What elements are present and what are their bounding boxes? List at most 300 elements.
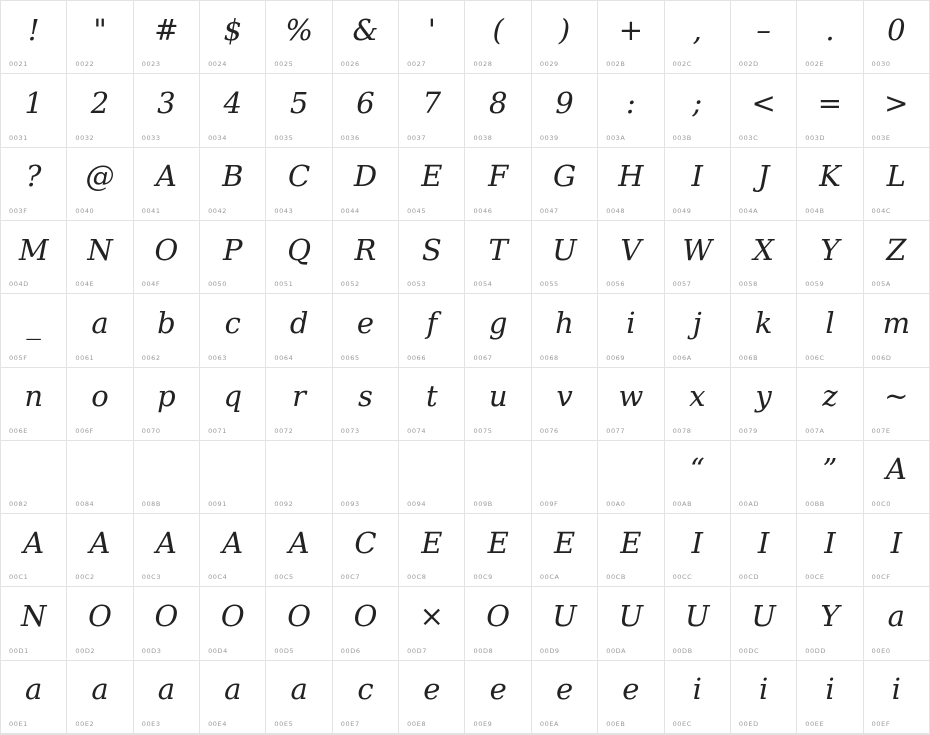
glyph-cell[interactable] xyxy=(1,587,67,660)
glyph-cell[interactable] xyxy=(598,1,664,74)
glyph-codepoint: 00E1 xyxy=(9,720,28,728)
glyph-preview: e xyxy=(489,672,507,707)
glyph-cell[interactable] xyxy=(134,441,200,514)
glyph-cell[interactable] xyxy=(333,514,399,587)
glyph-cell[interactable] xyxy=(731,294,797,367)
glyph-cell[interactable] xyxy=(532,661,598,734)
glyph-preview: J xyxy=(757,159,770,194)
glyph-cell[interactable] xyxy=(1,368,67,441)
glyph-codepoint: 0075 xyxy=(473,426,493,435)
glyph-codepoint: 006D xyxy=(871,353,892,362)
glyph-codepoint: 0062 xyxy=(141,353,161,362)
glyph-cell[interactable] xyxy=(465,221,531,294)
glyph-preview: 8 xyxy=(488,85,508,120)
glyph-preview: g xyxy=(488,305,508,340)
glyph-cell[interactable] xyxy=(864,221,930,294)
glyph-codepoint: 003E xyxy=(871,133,891,142)
glyph-cell[interactable] xyxy=(134,368,200,441)
glyph-cell[interactable] xyxy=(598,148,664,221)
glyph-codepoint: 0052 xyxy=(340,280,360,289)
glyph-cell[interactable] xyxy=(665,221,731,294)
glyph-cell[interactable] xyxy=(134,587,200,660)
glyph-cell[interactable] xyxy=(200,1,266,74)
glyph-preview: I xyxy=(691,159,703,194)
glyph-cell[interactable] xyxy=(465,148,531,221)
glyph-preview: 1 xyxy=(24,85,43,120)
glyph-codepoint: 0033 xyxy=(141,133,161,142)
glyph-codepoint: 0043 xyxy=(274,206,294,215)
glyph-preview: + xyxy=(618,12,644,47)
glyph-cell[interactable] xyxy=(1,221,67,294)
glyph-cell[interactable] xyxy=(797,221,863,294)
glyph-codepoint: 004A xyxy=(738,206,759,215)
glyph-cell[interactable] xyxy=(797,514,863,587)
glyph-codepoint: 0068 xyxy=(539,353,559,362)
glyph-preview: C xyxy=(354,525,377,560)
glyph-preview: k xyxy=(754,305,773,340)
glyph-codepoint: 0067 xyxy=(473,353,493,362)
glyph-codepoint: 0048 xyxy=(606,206,626,215)
glyph-cell[interactable] xyxy=(731,1,797,74)
glyph-cell[interactable] xyxy=(465,368,531,441)
glyph-preview: T xyxy=(488,232,508,267)
glyph-preview: a xyxy=(91,672,109,707)
glyph-cell[interactable] xyxy=(134,1,200,74)
glyph-codepoint: 0054 xyxy=(473,280,493,289)
glyph-cell[interactable] xyxy=(532,294,598,367)
glyph-preview: I xyxy=(691,525,703,560)
glyph-preview: ( xyxy=(492,12,504,47)
glyph-cell[interactable] xyxy=(134,294,200,367)
glyph-preview xyxy=(333,441,398,499)
glyph-codepoint: 00D5 xyxy=(274,646,295,655)
glyph-cell[interactable] xyxy=(67,148,133,221)
glyph-preview: _ xyxy=(26,305,41,340)
glyph-cell[interactable] xyxy=(200,221,266,294)
glyph-codepoint: 0074 xyxy=(407,426,427,435)
glyph-cell[interactable] xyxy=(1,74,67,147)
glyph-preview: O xyxy=(287,599,311,634)
glyph-codepoint: 00CD xyxy=(738,573,760,582)
glyph-codepoint: 0084 xyxy=(75,500,95,509)
glyph-codepoint: 00E0 xyxy=(871,646,891,655)
glyph-codepoint: 003B xyxy=(672,133,692,142)
glyph-codepoint: 00A0 xyxy=(606,500,626,509)
glyph-codepoint: 0091 xyxy=(208,500,228,509)
glyph-preview: p xyxy=(157,379,176,414)
glyph-preview: O xyxy=(154,232,179,267)
glyph-cell[interactable] xyxy=(731,441,797,514)
glyph-preview xyxy=(134,441,199,499)
glyph-cell[interactable] xyxy=(67,368,133,441)
glyph-cell[interactable] xyxy=(598,441,664,514)
glyph-cell[interactable] xyxy=(731,587,797,660)
glyph-cell[interactable] xyxy=(864,1,930,74)
glyph-cell[interactable] xyxy=(665,661,731,734)
glyph-cell[interactable] xyxy=(532,148,598,221)
glyph-codepoint: 0061 xyxy=(75,353,95,362)
glyph-codepoint: 00C2 xyxy=(75,573,95,582)
glyph-cell[interactable] xyxy=(731,514,797,587)
glyph-preview: A xyxy=(222,525,244,560)
glyph-cell[interactable] xyxy=(200,74,266,147)
glyph-cell[interactable] xyxy=(465,294,531,367)
glyph-preview: b xyxy=(157,305,176,340)
glyph-preview: S xyxy=(421,232,442,267)
glyph-preview: i xyxy=(825,672,835,707)
glyph-codepoint: 004F xyxy=(141,280,161,289)
glyph-preview: t xyxy=(425,379,438,414)
glyph-preview: a xyxy=(224,672,242,707)
glyph-codepoint: 007E xyxy=(871,426,891,435)
glyph-preview: 5 xyxy=(289,85,309,120)
glyph-cell[interactable] xyxy=(665,1,731,74)
glyph-cell[interactable] xyxy=(797,441,863,514)
glyph-cell[interactable] xyxy=(399,221,465,294)
glyph-cell[interactable] xyxy=(731,221,797,294)
glyph-cell[interactable] xyxy=(67,441,133,514)
glyph-codepoint: 002D xyxy=(738,60,759,69)
glyph-codepoint: 0076 xyxy=(539,426,559,435)
glyph-cell[interactable] xyxy=(333,1,399,74)
glyph-cell[interactable] xyxy=(266,368,332,441)
glyph-codepoint: 00C7 xyxy=(340,573,361,582)
glyph-cell[interactable] xyxy=(333,74,399,147)
glyph-cell[interactable] xyxy=(665,294,731,367)
glyph-cell[interactable] xyxy=(134,74,200,147)
glyph-preview: % xyxy=(285,12,313,47)
glyph-codepoint: 0051 xyxy=(274,280,294,289)
glyph-preview: d xyxy=(289,305,309,340)
glyph-preview: v xyxy=(556,379,573,414)
glyph-cell[interactable] xyxy=(465,661,531,734)
glyph-cell[interactable] xyxy=(1,148,67,221)
glyph-cell[interactable] xyxy=(200,148,266,221)
glyph-cell[interactable] xyxy=(67,587,133,660)
glyph-cell[interactable] xyxy=(532,221,598,294)
glyph-codepoint: 00AB xyxy=(672,500,693,509)
glyph-codepoint: 00E4 xyxy=(208,720,227,728)
glyph-preview: c xyxy=(357,672,374,707)
glyph-cell[interactable] xyxy=(598,368,664,441)
glyph-cell[interactable] xyxy=(797,368,863,441)
glyph-cell[interactable] xyxy=(465,514,531,587)
glyph-preview: O xyxy=(486,599,511,634)
glyph-cell[interactable] xyxy=(665,587,731,660)
glyph-cell[interactable] xyxy=(134,221,200,294)
glyph-cell[interactable] xyxy=(266,294,332,367)
glyph-codepoint: 0058 xyxy=(738,280,758,289)
glyph-codepoint: 0025 xyxy=(274,60,294,69)
glyph-cell[interactable] xyxy=(532,441,598,514)
glyph-cell[interactable] xyxy=(532,1,598,74)
glyph-preview: P xyxy=(222,232,243,267)
glyph-codepoint: 00DC xyxy=(738,646,760,655)
glyph-preview: Y xyxy=(820,599,840,634)
glyph-codepoint: 0027 xyxy=(407,60,427,69)
glyph-cell[interactable] xyxy=(266,74,332,147)
glyph-cell[interactable] xyxy=(67,294,133,367)
glyph-codepoint: 0029 xyxy=(539,60,559,69)
glyph-cell[interactable] xyxy=(598,221,664,294)
glyph-preview: U xyxy=(552,232,577,267)
glyph-cell[interactable] xyxy=(67,221,133,294)
glyph-cell[interactable] xyxy=(200,514,266,587)
glyph-cell[interactable] xyxy=(1,294,67,367)
glyph-preview: I xyxy=(824,525,836,560)
glyph-cell[interactable] xyxy=(864,587,930,660)
glyph-preview xyxy=(1,441,66,499)
glyph-cell[interactable] xyxy=(465,1,531,74)
glyph-codepoint: 00EF xyxy=(871,720,891,728)
glyph-cell[interactable] xyxy=(67,514,133,587)
glyph-cell[interactable] xyxy=(864,294,930,367)
glyph-cell[interactable] xyxy=(864,661,930,734)
glyph-cell[interactable] xyxy=(266,587,332,660)
glyph-codepoint: 00E3 xyxy=(141,720,161,728)
glyph-codepoint: 0077 xyxy=(606,426,626,435)
glyph-preview: a xyxy=(25,672,43,707)
glyph-cell[interactable] xyxy=(333,221,399,294)
glyph-cell[interactable] xyxy=(333,587,399,660)
glyph-codepoint: 00C4 xyxy=(208,573,228,582)
glyph-preview: E xyxy=(620,525,642,560)
glyph-cell[interactable] xyxy=(598,587,664,660)
glyph-cell[interactable] xyxy=(333,368,399,441)
glyph-cell[interactable] xyxy=(399,587,465,660)
glyph-cell[interactable] xyxy=(266,148,332,221)
glyph-codepoint: 00C9 xyxy=(473,573,493,582)
glyph-cell[interactable] xyxy=(200,587,266,660)
glyph-cell[interactable] xyxy=(797,587,863,660)
glyph-preview: < xyxy=(751,85,776,120)
glyph-preview: # xyxy=(154,12,179,47)
glyph-codepoint: 0042 xyxy=(208,206,228,215)
glyph-cell[interactable] xyxy=(731,148,797,221)
glyph-cell[interactable] xyxy=(67,74,133,147)
glyph-cell[interactable] xyxy=(864,368,930,441)
glyph-cell[interactable] xyxy=(67,661,133,734)
glyph-codepoint: 00AD xyxy=(738,500,760,509)
glyph-preview: i xyxy=(758,672,769,707)
glyph-codepoint: 0041 xyxy=(141,206,161,215)
glyph-codepoint: 002B xyxy=(606,60,626,69)
glyph-cell[interactable] xyxy=(532,514,598,587)
glyph-preview: A xyxy=(288,525,310,560)
glyph-codepoint: 0094 xyxy=(407,500,427,509)
glyph-preview: l xyxy=(825,305,835,340)
glyph-preview: E xyxy=(421,525,443,560)
glyph-preview: a xyxy=(887,599,905,634)
glyph-preview: O xyxy=(220,599,245,634)
glyph-codepoint: 006F xyxy=(75,426,94,435)
glyph-codepoint: 00DD xyxy=(805,646,826,655)
glyph-preview: a xyxy=(290,672,308,707)
glyph-cell[interactable] xyxy=(266,441,332,514)
glyph-cell[interactable] xyxy=(665,441,731,514)
glyph-codepoint: 0031 xyxy=(9,133,28,142)
glyph-cell[interactable] xyxy=(399,368,465,441)
glyph-cell[interactable] xyxy=(864,514,930,587)
glyph-cell[interactable] xyxy=(200,294,266,367)
glyph-preview: 3 xyxy=(157,85,176,120)
glyph-preview: e xyxy=(622,672,640,707)
glyph-cell[interactable] xyxy=(731,368,797,441)
glyph-codepoint: 003F xyxy=(9,206,28,215)
glyph-codepoint: 00C8 xyxy=(407,573,427,582)
glyph-codepoint: 0024 xyxy=(208,60,228,69)
glyph-preview: 7 xyxy=(422,85,442,120)
glyph-codepoint: 0065 xyxy=(340,353,360,362)
glyph-cell[interactable] xyxy=(1,661,67,734)
glyph-cell[interactable] xyxy=(1,1,67,74)
glyph-codepoint: 00EE xyxy=(805,720,825,728)
glyph-cell[interactable] xyxy=(731,74,797,147)
glyph-cell[interactable] xyxy=(399,661,465,734)
glyph-codepoint: 003C xyxy=(738,133,759,142)
glyph-preview: ! xyxy=(27,12,40,47)
glyph-codepoint: 00CB xyxy=(606,573,626,582)
glyph-codepoint: 00C0 xyxy=(871,500,891,509)
glyph-preview xyxy=(731,441,796,499)
glyph-cell[interactable] xyxy=(598,661,664,734)
glyph-codepoint: 0022 xyxy=(75,60,95,69)
glyph-preview: Z xyxy=(886,232,907,267)
glyph-codepoint: 002E xyxy=(805,60,825,69)
glyph-preview: N xyxy=(20,599,47,634)
glyph-cell[interactable] xyxy=(67,1,133,74)
glyph-cell[interactable] xyxy=(864,74,930,147)
glyph-codepoint: 0034 xyxy=(208,133,228,142)
glyph-cell[interactable] xyxy=(598,514,664,587)
glyph-preview: C xyxy=(288,159,311,194)
glyph-cell[interactable] xyxy=(266,221,332,294)
glyph-cell[interactable] xyxy=(598,294,664,367)
glyph-cell[interactable] xyxy=(1,441,67,514)
glyph-preview: A xyxy=(23,525,45,560)
glyph-codepoint: 00D3 xyxy=(141,646,162,655)
glyph-codepoint: 009B xyxy=(473,500,493,509)
glyph-codepoint: 0092 xyxy=(274,500,294,509)
glyph-preview: U xyxy=(552,599,577,634)
glyph-cell[interactable] xyxy=(797,148,863,221)
glyph-cell[interactable] xyxy=(532,587,598,660)
glyph-codepoint: 0028 xyxy=(473,60,493,69)
glyph-cell[interactable] xyxy=(731,661,797,734)
glyph-cell[interactable] xyxy=(665,74,731,147)
glyph-codepoint: 0037 xyxy=(407,133,427,142)
glyph-preview: ' xyxy=(427,12,436,47)
glyph-codepoint: 002C xyxy=(672,60,692,69)
glyph-cell[interactable] xyxy=(399,74,465,147)
glyph-cell[interactable] xyxy=(333,441,399,514)
glyph-codepoint: 0082 xyxy=(9,500,28,509)
glyph-codepoint: 00E2 xyxy=(75,720,95,728)
glyph-cell[interactable] xyxy=(134,514,200,587)
glyph-cell[interactable] xyxy=(266,661,332,734)
glyph-preview xyxy=(598,441,663,499)
glyph-preview: j xyxy=(692,305,702,340)
glyph-cell[interactable] xyxy=(665,148,731,221)
glyph-cell[interactable] xyxy=(266,1,332,74)
glyph-preview: L xyxy=(886,159,906,194)
glyph-cell[interactable] xyxy=(333,294,399,367)
glyph-codepoint: 00C3 xyxy=(141,573,162,582)
glyph-preview: M xyxy=(18,232,49,267)
glyph-codepoint: 00CC xyxy=(672,573,693,582)
glyph-cell[interactable] xyxy=(598,74,664,147)
glyph-cell[interactable] xyxy=(399,1,465,74)
glyph-cell[interactable] xyxy=(532,74,598,147)
glyph-cell[interactable] xyxy=(266,514,332,587)
glyph-codepoint: 0045 xyxy=(407,206,427,215)
glyph-preview: U xyxy=(751,599,776,634)
glyph-cell[interactable] xyxy=(797,1,863,74)
glyph-preview: e xyxy=(423,672,441,707)
glyph-preview: n xyxy=(24,379,44,414)
glyph-cell[interactable] xyxy=(465,587,531,660)
glyph-preview: i xyxy=(692,672,702,707)
glyph-cell[interactable] xyxy=(797,661,863,734)
glyph-cell[interactable] xyxy=(134,148,200,221)
glyph-codepoint: 00EC xyxy=(672,720,692,728)
glyph-preview: w xyxy=(618,379,644,414)
glyph-codepoint: 0064 xyxy=(274,353,294,362)
glyph-cell[interactable] xyxy=(399,514,465,587)
glyph-cell[interactable] xyxy=(665,514,731,587)
glyph-cell[interactable] xyxy=(465,441,531,514)
glyph-codepoint: 0055 xyxy=(539,280,559,289)
glyph-preview: . xyxy=(825,12,835,47)
glyph-cell[interactable] xyxy=(200,441,266,514)
glyph-codepoint: 006C xyxy=(805,353,825,362)
glyph-cell[interactable] xyxy=(532,368,598,441)
glyph-cell[interactable] xyxy=(1,514,67,587)
glyph-preview: , xyxy=(692,12,702,47)
glyph-cell[interactable] xyxy=(200,661,266,734)
glyph-cell[interactable] xyxy=(399,294,465,367)
glyph-cell[interactable] xyxy=(333,661,399,734)
glyph-cell[interactable] xyxy=(665,368,731,441)
glyph-preview: @ xyxy=(85,159,115,194)
glyph-preview: W xyxy=(682,232,713,267)
glyph-cell[interactable] xyxy=(797,294,863,367)
glyph-codepoint: 0073 xyxy=(340,426,360,435)
glyph-cell[interactable] xyxy=(399,148,465,221)
glyph-preview: I xyxy=(757,525,770,560)
glyph-preview: : xyxy=(625,85,636,120)
glyph-cell[interactable] xyxy=(864,148,930,221)
glyph-preview: i xyxy=(891,672,901,707)
glyph-preview: X xyxy=(753,232,774,267)
glyph-cell[interactable] xyxy=(465,74,531,147)
glyph-cell[interactable] xyxy=(797,74,863,147)
glyph-cell[interactable] xyxy=(333,148,399,221)
glyph-preview xyxy=(532,441,597,499)
glyph-codepoint: 00E8 xyxy=(407,720,427,728)
glyph-cell[interactable] xyxy=(864,441,930,514)
glyph-cell[interactable] xyxy=(134,661,200,734)
glyph-cell[interactable] xyxy=(399,441,465,514)
glyph-cell[interactable] xyxy=(200,368,266,441)
glyph-preview: D xyxy=(353,159,378,194)
glyph-preview: E xyxy=(487,525,509,560)
glyph-preview: Q xyxy=(287,232,311,267)
glyph-preview: F xyxy=(488,159,509,194)
glyph-codepoint: 0057 xyxy=(672,280,692,289)
glyph-preview: V xyxy=(620,232,642,267)
glyph-preview: h xyxy=(555,305,574,340)
